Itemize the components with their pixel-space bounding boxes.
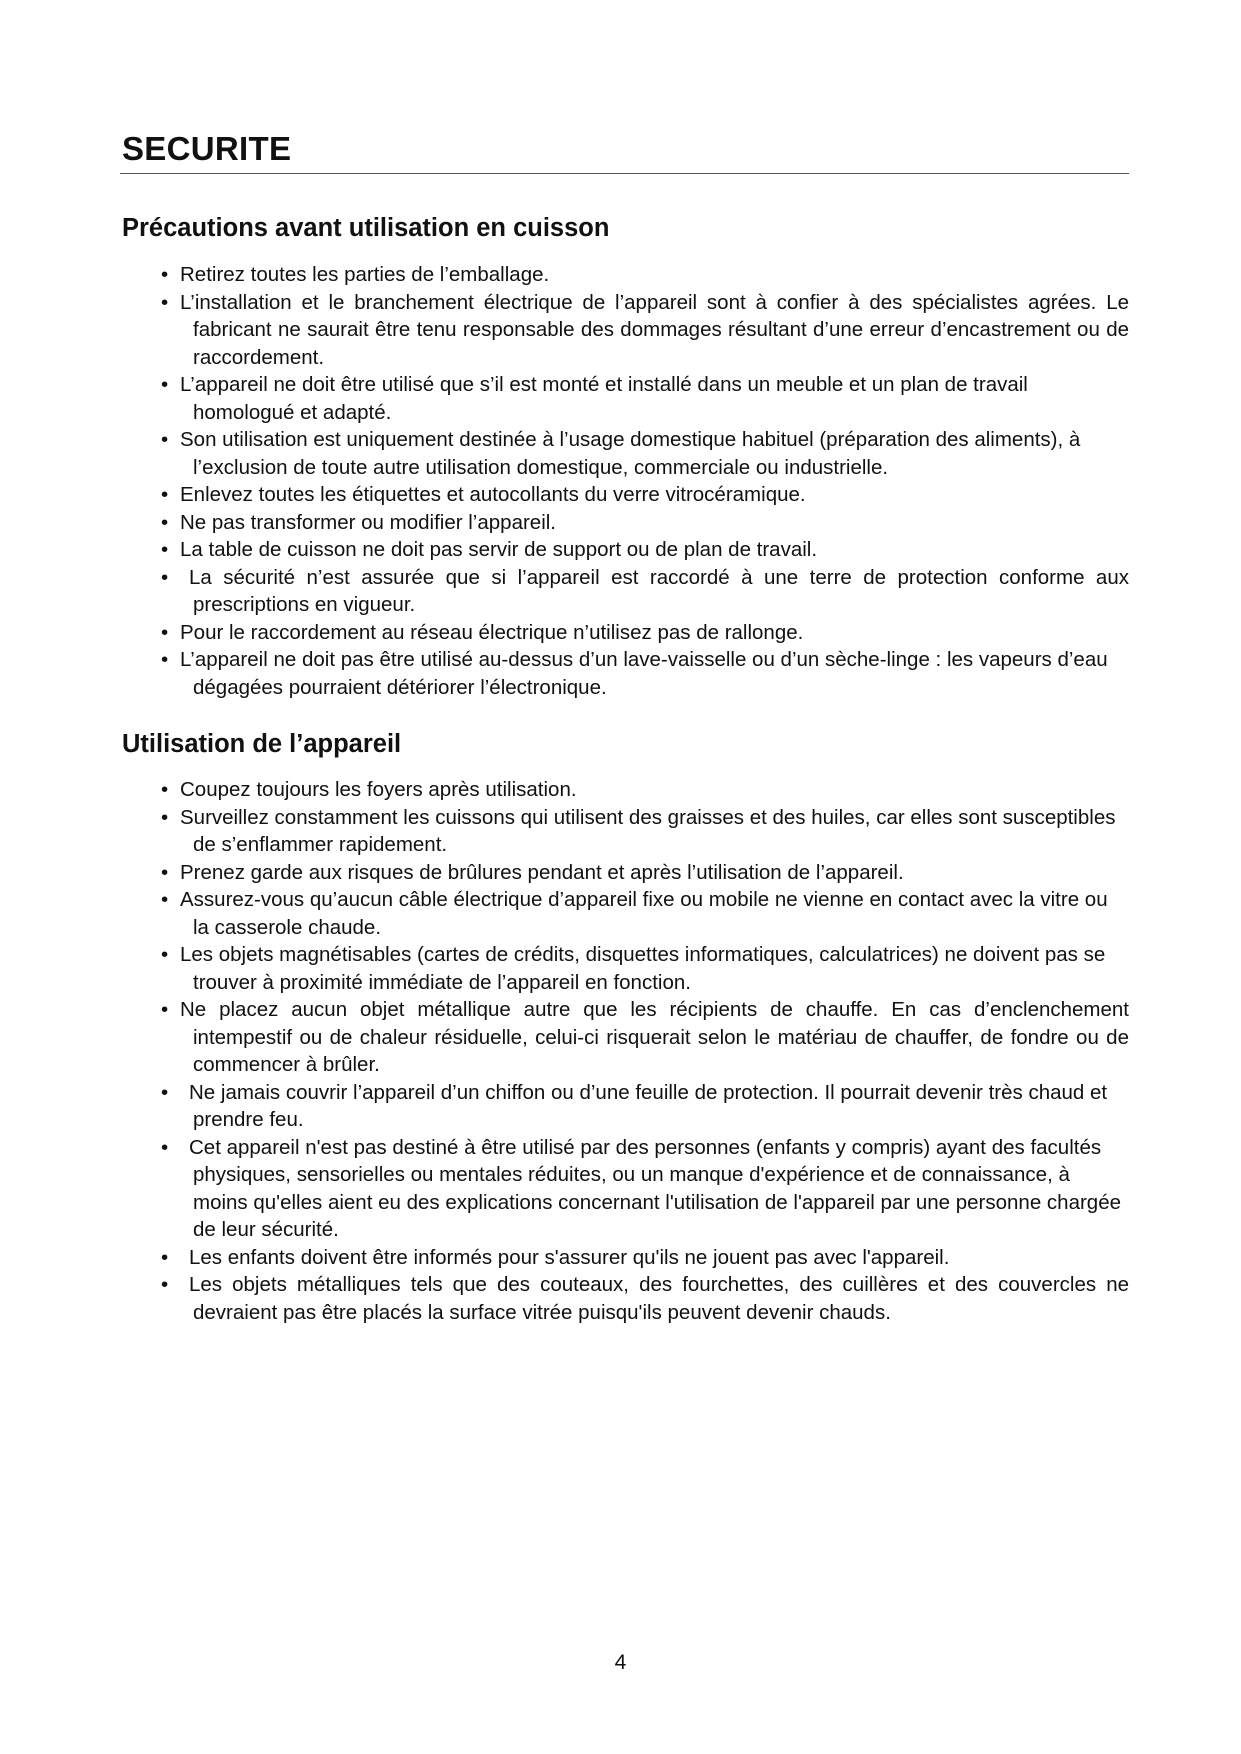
list-item: • Son utilisation est uniquement destinée à l’usage domestique habituel (préparation des aliments), à l’exclusion de toute autre utilisation domestique, commerciale ou industrielle. [161,428,1081,479]
list-item: • Assurez-vous qu’aucun câble électrique d’appareil fixe ou mobile ne vienne en contact avec la vitre ou la casserole chaude. [161,888,1108,939]
bullet-icon: • [161,538,169,561]
list-item: • Ne jamais couvrir l’appareil d’un chiffon ou d’une feuille de protection. Il pourrait devenir très chaud et prendre feu. [161,1080,1108,1131]
bullet-icon: • [161,778,169,801]
bullet-icon: • [161,648,169,671]
precautions-list [0,261,1241,701]
page-title: SECURITE [122,130,292,167]
bullet-icon: • [161,943,169,966]
bullet-icon: • [161,483,169,506]
list-item: • Ne placez aucun objet métallique autre que les récipients de chauffe. En cas d’enclenchement intempestif ou de chaleur résiduelle, celui-ci risquerait selon le matériau de chauffer, de fondre ou de commencer à brûler. [161,998,1129,1076]
list-item: • Surveillez constamment les cuissons qui utilisent des graisses et des huiles, car elles sont susceptibles de s’enflammer rapidement. [161,805,1116,856]
bullet-icon: • [161,888,169,911]
bullet-icon: • [161,1273,169,1296]
list-item: • L’appareil ne doit pas être utilisé au-dessus d’un lave-vaisselle ou d’un sèche-linge : les vapeurs d’eau dégagées pourraient détériorer l’électronique. [161,648,1108,699]
list-item: • Ne pas transformer ou modifier l’appareil. [0,509,1241,537]
list-item: • Cet appareil n'est pas destiné à être utilisé par des personnes (enfants y compris) ayant des facultés physiques, sensorielles ou mentales réduites, ou un manque d'expérience et de connaissance, à moins qu'elles aient eu des explications concernant l'utilisation de l'appareil par une personne chargée de leur sécurité. [161,1135,1121,1241]
list-item: • Retirez toutes les parties de l’emballage. [0,261,1241,289]
section-heading-utilisation: Utilisation de l’appareil [122,730,402,758]
list-item: • Prenez garde aux risques de brûlures pendant et après l’utilisation de l’appareil. [0,859,1241,887]
bullet-icon: • [161,620,169,644]
list-item: • L’installation et le branchement électrique de l’appareil sont à confier à des spécialistes agrées. Le fabricant ne saurait être tenu responsable des dommages résultant d’une erreur d’encastrement ou de raccordement. [161,290,1129,369]
list-item: • Enlevez toutes les étiquettes et autocollants du verre vitrocéramique. [0,481,1241,509]
bullet-icon: • [161,565,169,589]
bullet-icon: • [161,510,169,534]
title-divider [120,173,1129,174]
bullet-icon: • [161,860,169,884]
bullet-icon: • [161,1135,169,1159]
page-number: 4 [614,1651,627,1674]
bullet-icon: • [161,373,169,396]
list-item: • Les enfants doivent être informés pour s'assurer qu'ils ne jouent pas avec l'appareil. [0,1244,1241,1272]
section-heading-precautions: Précautions avant utilisation en cuisson [122,214,610,242]
list-item: • L’appareil ne doit être utilisé que s’il est monté et installé dans un meuble et un plan de travail homologué et adapté. [161,373,1028,424]
bullet-icon: • [161,1080,169,1104]
list-item: • Coupez toujours les foyers après utilisation. [0,776,1241,804]
list-item: • Pour le raccordement au réseau électrique n’utilisez pas de rallonge. [0,619,1241,647]
bullet-icon: • [161,290,169,314]
bullet-icon: • [161,428,169,451]
list-item: • La sécurité n’est assurée que si l’appareil est raccordé à une terre de protection conforme aux prescriptions en vigueur. [161,565,1129,616]
bullet-icon: • [161,1245,169,1269]
bullet-icon: • [161,998,169,1021]
list-item: • Les objets magnétisables (cartes de crédits, disquettes informatiques, calculatrices) ne doivent pas se trouver à proximité immédiate de l’appareil en fonction. [161,943,1106,994]
bullet-icon: • [161,805,169,829]
bullet-icon: • [161,263,169,286]
list-item: • La table de cuisson ne doit pas servir de support ou de plan de travail. [0,536,1241,564]
utilisation-list [0,776,1241,1326]
list-item: • Les objets métalliques tels que des couteaux, des fourchettes, des cuillères et des couvercles ne devraient pas être placés la surface vitrée puisqu'ils peuvent devenir chauds. [161,1273,1129,1324]
